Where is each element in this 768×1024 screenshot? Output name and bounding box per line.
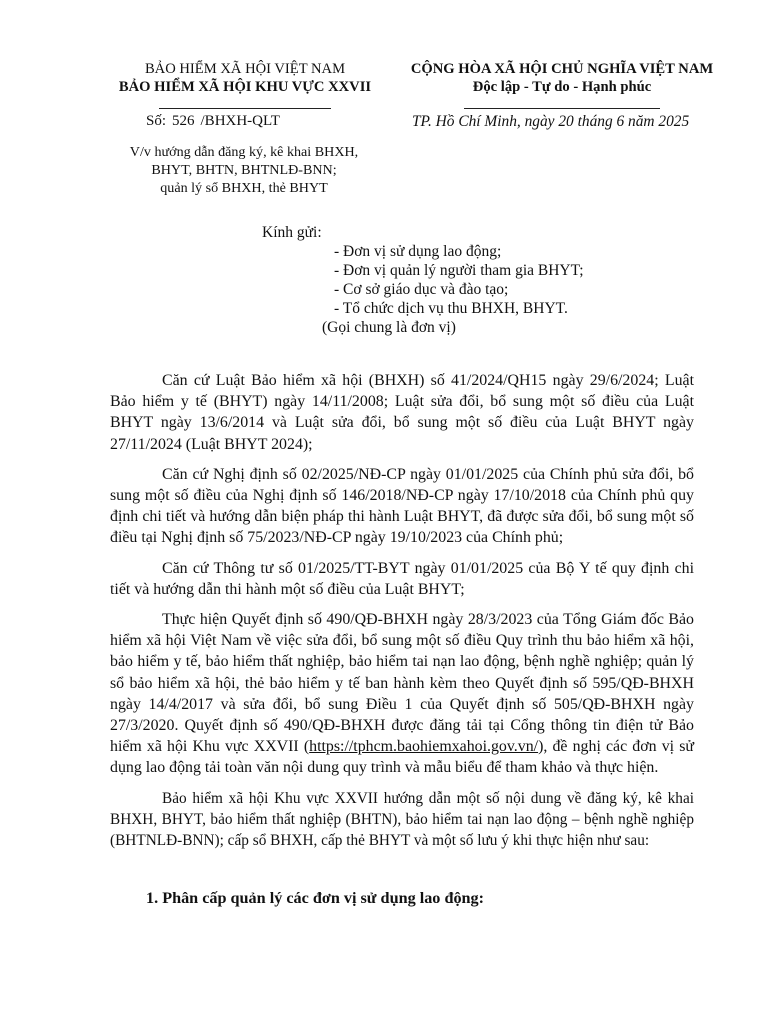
body-paragraph: Căn cứ Thông tư số 01/2025/TT-BYT ngày 01/01/2025 của Bộ Y tế quy định chi tiết và hướng dẫn thi hành một số điều của Luật BHYT;	[110, 559, 694, 598]
issuer-header	[104, 60, 386, 114]
parent-organization: BẢO HIỂM XÃ HỘI VIỆT NAM	[144, 61, 346, 77]
section-heading: 1. Phân cấp quản lý các đơn vị sử dụng lao động:	[146, 889, 485, 907]
recipients-note: (Gọi chung là đơn vị)	[322, 319, 456, 336]
recipient-item: - Cơ sở giáo dục và đào tạo;	[334, 281, 509, 298]
portal-link[interactable]: https://tphcm.baohiemxahoi.gov.vn/	[309, 738, 539, 756]
national-motto: Độc lập - Tự do - Hạnh phúc	[472, 79, 652, 95]
place-and-date: TP. Hồ Chí Minh, ngày 20 tháng 6 năm 2025	[412, 113, 690, 130]
recipient-item: - Đơn vị sử dụng lao động;	[334, 243, 502, 260]
paragraph-text: ), đề nghị các đơn vị sử dụng lao động tải toàn văn nội dung quy trình và mẫu biểu để tham khảo và thực hiện.	[110, 738, 694, 777]
document-number	[146, 113, 280, 130]
paragraph-text: Thực hiện Quyết định số 490/QĐ-BHXH ngày 28/3/2023 của Tổng Giám đốc Bảo hiểm xã hội Việt Nam về việc sửa đổi, bổ sung một số điều Quy trình thu bảo hiểm xã hội, bảo hiểm y tế, bảo hiểm thất nghiệp, bảo hiểm tai nạn lao động, bệnh nghề nghiệp; quản lý sổ bảo hiểm xã hội, thẻ bảo hiểm y tế ban hành kèm theo Quyết định số 595/QĐ-BHXH ngày 14/4/2017 và sửa đổi, bổ sung Điều 1 của Quyết định số 505/QĐ-BHXH ngày 27/3/2020. Quyết định số 490/QĐ-BHXH được đăng tải tại Cổng thông tin điện tử Bảo hiểm xã hội Khu vực XXVII (	[110, 611, 694, 756]
body-paragraph	[110, 609, 694, 779]
body-paragraph: Căn cứ Nghị định số 02/2025/NĐ-CP ngày 01/01/2025 của Chính phủ sửa đổi, bổ sung một số điều của Nghị định số 146/2018/NĐ-CP ngày 17/10/2018 của Chính phủ quy định chi tiết và hướng dẫn biện pháp thi hành Luật BHYT, đã được sửa đổi, bổ sung một số điều tại Nghị định số 75/2023/NĐ-CP ngày 19/10/2023 của Chính phủ;	[110, 465, 694, 547]
body-paragraph: Bảo hiểm xã hội Khu vực XXVII hướng dẫn một số nội dung về đăng ký, kê khai BHXH, BHYT, bảo hiểm thất nghiệp (BHTN), bảo hiểm tai nạn lao động – bệnh nghề nghiệp (BHTNLĐ-BNN); cấp sổ BHXH, cấp thẻ BHYT và một số lưu ý khi thực hiện như sau:	[110, 789, 694, 850]
subject-line: V/v hướng dẫn đăng ký, kê khai BHXH,	[129, 144, 359, 160]
country-name: CỘNG HÒA XÃ HỘI CHỦ NGHĨA VIỆT NAM	[410, 61, 714, 77]
document-body	[110, 370, 694, 860]
document-number-suffix: /BHXH-QLT	[200, 113, 280, 129]
document-number-label: Số:	[146, 113, 167, 129]
national-header	[396, 60, 728, 114]
header-divider-left	[159, 108, 331, 109]
document-subject	[112, 143, 376, 197]
issuing-organization: BẢO HIỂM XÃ HỘI KHU VỰC XXVII	[118, 79, 372, 95]
recipient-item: - Tổ chức dịch vụ thu BHXH, BHYT.	[334, 300, 568, 317]
recipients-label: Kính gửi:	[262, 224, 322, 241]
document-number-value: 526	[172, 113, 195, 129]
subject-line: BHYT, BHTN, BHTNLĐ-BNN;	[151, 162, 337, 178]
subject-line: quản lý sổ BHXH, thẻ BHYT	[160, 180, 328, 196]
body-paragraph: Căn cứ Luật Bảo hiểm xã hội (BHXH) số 41/2024/QH15 ngày 29/6/2024; Luật Bảo hiểm y tế (BHYT) ngày 14/11/2008; Luật sửa đổi, bổ sung một số điều của Luật BHYT ngày 13/6/2014 và Luật sửa đổi, bổ sung một số điều của Luật BHYT ngày 27/11/2024 (Luật BHYT 2024);	[110, 372, 694, 453]
header-divider-right	[464, 108, 660, 109]
recipient-item: - Đơn vị quản lý người tham gia BHYT;	[334, 262, 584, 279]
